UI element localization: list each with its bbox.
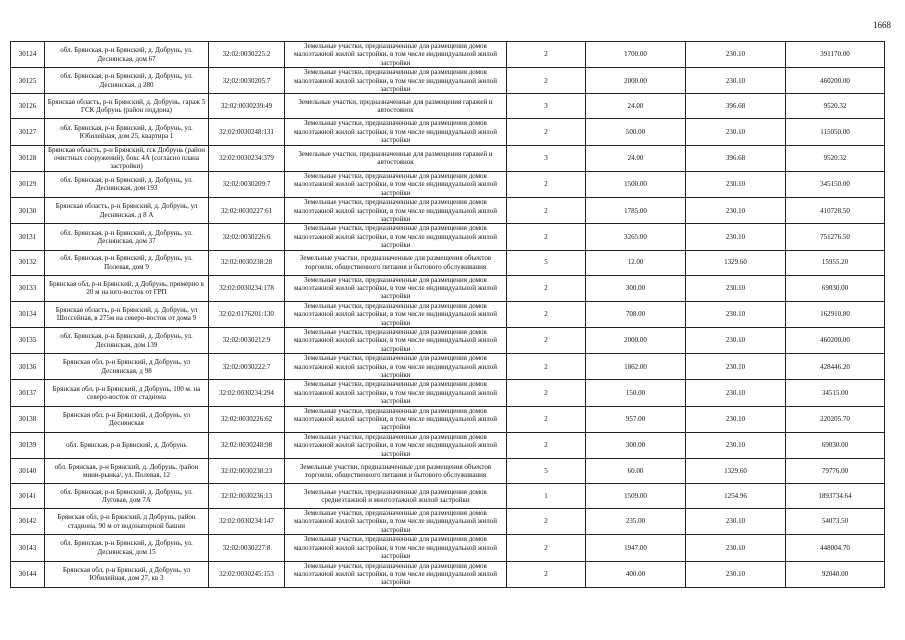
cell-cadastral-value: 69030.00 xyxy=(786,275,885,301)
cell-land-use-type: Земельные участки, предназначенные для размещения домов малоэтажной жилой застройки, в том числе индивидуальной жилой застройки xyxy=(285,224,507,250)
cell-cadastral-value: 391170.00 xyxy=(786,42,885,68)
cell-address: обл. Брянская, р-н Брянский, д. Добрунь, ул. Деснянская, дом 139 xyxy=(45,327,209,353)
cell-land-use-type: Земельные участки, предназначенные для размещения объектов торговли, общественного питания и бытового обслуживания xyxy=(285,250,507,275)
cell-address: обл. Брянская, р-н Брянский, д. Добрунь, ул. Деснянская, дом 193 xyxy=(45,171,209,197)
table-row xyxy=(11,459,885,484)
cell-group: 2 xyxy=(507,224,586,250)
cell-row-id: 30144 xyxy=(11,561,45,587)
cell-cadastral-number: 32:02:0030234:294 xyxy=(209,380,285,406)
cell-area: 60.00 xyxy=(586,459,686,484)
cell-cadastral-number: 32:02:0030226:62 xyxy=(209,406,285,432)
cell-address: Брянская обл, р-н Брянский, д Добрунь, примерно в 20 м на юго-восток от ГРП xyxy=(45,275,209,301)
cell-row-id: 30139 xyxy=(11,432,45,458)
cell-area: 957.00 xyxy=(586,406,686,432)
table-row xyxy=(11,275,885,301)
table-row xyxy=(11,301,885,327)
cell-rate: 230.10 xyxy=(686,432,786,458)
cell-rate: 230.10 xyxy=(686,561,786,587)
cell-address: Брянская область, р-н Брянский, д. Добрунь, ул Деснянская, д 8 А xyxy=(45,198,209,224)
cell-cadastral-number: 32:02:0030234:379 xyxy=(209,145,285,171)
cell-group: 5 xyxy=(507,250,586,275)
table-row xyxy=(11,250,885,275)
cell-land-use-type: Земельные участки, предназначенные для размещения домов малоэтажной жилой застройки, в том числе индивидуальной жилой застройки xyxy=(285,509,507,535)
cell-rate: 230.10 xyxy=(686,301,786,327)
cell-land-use-type: Земельные участки, предназначенные для размещения домов малоэтажной жилой застройки, в том числе индивидуальной жилой застройки xyxy=(285,561,507,587)
cell-rate: 230.10 xyxy=(686,119,786,145)
table-row xyxy=(11,380,885,406)
table-row xyxy=(11,94,885,119)
cell-rate: 230.10 xyxy=(686,171,786,197)
cell-row-id: 30125 xyxy=(11,68,45,94)
table-row xyxy=(11,327,885,353)
cell-address: обл. Брянская, р-н Брянский, д. Добрунь, ул. Деснянская, дом 15 xyxy=(45,535,209,561)
cell-cadastral-number: 32:02:0030238:23 xyxy=(209,459,285,484)
cell-area: 1500.00 xyxy=(586,171,686,197)
cell-area: 235.00 xyxy=(586,509,686,535)
cell-cadastral-value: 69030.00 xyxy=(786,432,885,458)
cell-rate: 230.10 xyxy=(686,406,786,432)
cell-row-id: 30136 xyxy=(11,354,45,380)
cell-land-use-type: Земельные участки, предназначенные для размещения домов малоэтажной жилой застройки, в том числе индивидуальной жилой застройки xyxy=(285,301,507,327)
cell-area: 708.00 xyxy=(586,301,686,327)
cell-area: 12.00 xyxy=(586,250,686,275)
cell-rate: 1254.96 xyxy=(686,484,786,509)
cell-group: 2 xyxy=(507,327,586,353)
cell-rate: 230.10 xyxy=(686,198,786,224)
cell-address: Брянская область, р-н Брянский, д. Добрунь, гараж 5 ГСК Добрунь (район поддона) xyxy=(45,94,209,119)
cell-address: Брянская обл, р-н Брянский, д Добрунь, ул Юбилейная, дом 27, кв 3 xyxy=(45,561,209,587)
cell-land-use-type: Земельные участки, предназначенные для размещения домов малоэтажной жилой застройки, в том числе индивидуальной жилой застройки xyxy=(285,119,507,145)
cell-cadastral-value: 15955.20 xyxy=(786,250,885,275)
cell-cadastral-number: 32:02:0030227:61 xyxy=(209,198,285,224)
cell-row-id: 30138 xyxy=(11,406,45,432)
cell-row-id: 30124 xyxy=(11,42,45,68)
cell-cadastral-number: 32:02:0030226:6 xyxy=(209,224,285,250)
cell-cadastral-value: 220205.70 xyxy=(786,406,885,432)
cell-address: Брянская обл, р-н Брянский, д Добрунь, ул Деснянская, д 98 xyxy=(45,354,209,380)
table-row xyxy=(11,432,885,458)
cell-cadastral-number: 32:02:0030212:9 xyxy=(209,327,285,353)
cell-cadastral-value: 751276.50 xyxy=(786,224,885,250)
table-row xyxy=(11,509,885,535)
cell-group: 2 xyxy=(507,509,586,535)
cell-rate: 230.10 xyxy=(686,224,786,250)
cell-address: обл. Брянская, р-н Брянский, д. Добрунь, ул. Юбилейная, дом 25, квартира 1 xyxy=(45,119,209,145)
cell-land-use-type: Земельные участки, предназначенные для размещения домов малоэтажной жилой застройки, в том числе индивидуальной жилой застройки xyxy=(285,171,507,197)
cell-address: обл. Брянская, р-н Брянский, д. Добрунь, ул. Луговая, дом 7А xyxy=(45,484,209,509)
cell-cadastral-number: 32:02:0030248:98 xyxy=(209,432,285,458)
cell-row-id: 30127 xyxy=(11,119,45,145)
cell-cadastral-number: 32:02:0030238:28 xyxy=(209,250,285,275)
cell-group: 2 xyxy=(507,42,586,68)
table-row xyxy=(11,119,885,145)
cell-group: 2 xyxy=(507,406,586,432)
cell-row-id: 30126 xyxy=(11,94,45,119)
cell-address: обл. Брянская, р-н Брянский, д. Добрунь, ул. Полевая, дом 9 xyxy=(45,250,209,275)
cell-area: 300.00 xyxy=(586,275,686,301)
cell-cadastral-value: 115050.00 xyxy=(786,119,885,145)
cell-cadastral-number: 32:02:0030239:49 xyxy=(209,94,285,119)
cell-area: 1509.00 xyxy=(586,484,686,509)
cell-address: обл. Брянская, р-н Брянский, д. Добрунь, /район мини-рынка/, ул. Полевая, 12 xyxy=(45,459,209,484)
table-row xyxy=(11,354,885,380)
table-row xyxy=(11,535,885,561)
cell-row-id: 30135 xyxy=(11,327,45,353)
cell-group: 2 xyxy=(507,171,586,197)
table-row xyxy=(11,145,885,171)
cell-land-use-type: Земельные участки, предназначенные для размещения домов малоэтажной жилой застройки, в том числе индивидуальной жилой застройки xyxy=(285,42,507,68)
cell-cadastral-value: 1893734.64 xyxy=(786,484,885,509)
table-row xyxy=(11,224,885,250)
cell-cadastral-number: 32:02:0030227:8 xyxy=(209,535,285,561)
cell-rate: 230.10 xyxy=(686,327,786,353)
cell-group: 3 xyxy=(507,94,586,119)
cell-rate: 1329.60 xyxy=(686,459,786,484)
cell-rate: 230.10 xyxy=(686,535,786,561)
cell-cadastral-number: 32:02:0030236:13 xyxy=(209,484,285,509)
cell-land-use-type: Земельные участки, предназначенные для размещения домов малоэтажной жилой застройки, в том числе индивидуальной жилой застройки xyxy=(285,535,507,561)
cell-land-use-type: Земельные участки, предназначенные для размещения объектов торговли, общественного питания и бытового обслуживания xyxy=(285,459,507,484)
cell-land-use-type: Земельные участки, предназначенные для размещения домов малоэтажной жилой застройки, в том числе индивидуальной жилой застройки xyxy=(285,380,507,406)
cell-row-id: 30134 xyxy=(11,301,45,327)
cell-area: 1785.00 xyxy=(586,198,686,224)
cell-cadastral-value: 410728.50 xyxy=(786,198,885,224)
cell-group: 3 xyxy=(507,145,586,171)
cell-area: 150.00 xyxy=(586,380,686,406)
cell-area: 24.00 xyxy=(586,94,686,119)
cell-row-id: 30129 xyxy=(11,171,45,197)
cell-row-id: 30128 xyxy=(11,145,45,171)
cell-land-use-type: Земельные участки, предназначенные для размещения домов малоэтажной жилой застройки, в том числе индивидуальной жилой застройки xyxy=(285,432,507,458)
table-row xyxy=(11,171,885,197)
registry-table-body xyxy=(11,42,885,588)
cell-row-id: 30130 xyxy=(11,198,45,224)
cell-group: 1 xyxy=(507,484,586,509)
table-row xyxy=(11,484,885,509)
cell-rate: 396.68 xyxy=(686,94,786,119)
cell-cadastral-value: 460200.00 xyxy=(786,68,885,94)
cell-rate: 230.10 xyxy=(686,68,786,94)
cell-rate: 230.10 xyxy=(686,42,786,68)
cell-group: 5 xyxy=(507,459,586,484)
cell-cadastral-number: 32:02:0030234:147 xyxy=(209,509,285,535)
cell-row-id: 30133 xyxy=(11,275,45,301)
cell-cadastral-value: 345150.00 xyxy=(786,171,885,197)
cell-cadastral-value: 34515.00 xyxy=(786,380,885,406)
cell-cadastral-number: 32:02:0030209:7 xyxy=(209,171,285,197)
cell-land-use-type: Земельные участки, предназначенные для размещения домов среднеэтажной и многоэтажной жилой застройки xyxy=(285,484,507,509)
cell-address: обл. Брянская, р-н Брянский, д. Добрунь, ул. Деснянская, дом 37 xyxy=(45,224,209,250)
cell-rate: 230.10 xyxy=(686,275,786,301)
cell-cadastral-value: 428446.20 xyxy=(786,354,885,380)
cell-cadastral-number: 32:02:0030225:2 xyxy=(209,42,285,68)
cell-area: 1862.00 xyxy=(586,354,686,380)
cell-area: 300.00 xyxy=(586,432,686,458)
table-row xyxy=(11,406,885,432)
cell-rate: 230.10 xyxy=(686,509,786,535)
cell-rate: 1329.60 xyxy=(686,250,786,275)
cell-cadastral-number: 32:02:0030245:153 xyxy=(209,561,285,587)
cell-cadastral-value: 162910.80 xyxy=(786,301,885,327)
cell-cadastral-value: 9520.32 xyxy=(786,145,885,171)
cell-cadastral-number: 32:02:0030234:178 xyxy=(209,275,285,301)
table-row xyxy=(11,68,885,94)
cell-cadastral-value: 79776.00 xyxy=(786,459,885,484)
cell-land-use-type: Земельные участки, предназначенные для размещения домов малоэтажной жилой застройки, в том числе индивидуальной жилой застройки xyxy=(285,68,507,94)
cell-row-id: 30143 xyxy=(11,535,45,561)
cell-address: Брянская обл, р-н Брянский, д Добрунь, ул Деснянская xyxy=(45,406,209,432)
cell-area: 2000.00 xyxy=(586,68,686,94)
cell-group: 2 xyxy=(507,432,586,458)
page-number: 1668 xyxy=(873,20,891,30)
registry-table xyxy=(10,41,885,588)
cell-cadastral-number: 32:02:0030222:7 xyxy=(209,354,285,380)
cell-group: 2 xyxy=(507,119,586,145)
table-row xyxy=(11,561,885,587)
table-row xyxy=(11,42,885,68)
cell-area: 1700.00 xyxy=(586,42,686,68)
cell-cadastral-number: 32:02:0176201:130 xyxy=(209,301,285,327)
cell-address: обл. Брянская, р-н Брянский, д. Добрунь, ул. Деснянская, дом 67 xyxy=(45,42,209,68)
cell-group: 2 xyxy=(507,275,586,301)
cell-area: 24.00 xyxy=(586,145,686,171)
cell-land-use-type: Земельные участки, предназначенные для размещения гаражей и автостоянок xyxy=(285,145,507,171)
cell-group: 2 xyxy=(507,380,586,406)
cell-cadastral-value: 9520.32 xyxy=(786,94,885,119)
cell-group: 2 xyxy=(507,301,586,327)
cell-row-id: 30140 xyxy=(11,459,45,484)
cell-address: обл. Брянская, р-н Брянский, д. Добрунь xyxy=(45,432,209,458)
cell-area: 400.00 xyxy=(586,561,686,587)
cell-row-id: 30131 xyxy=(11,224,45,250)
cell-land-use-type: Земельные участки, предназначенные для размещения гаражей и автостоянок xyxy=(285,94,507,119)
cell-cadastral-number: 32:02:0030205:7 xyxy=(209,68,285,94)
cell-group: 2 xyxy=(507,535,586,561)
cell-row-id: 30137 xyxy=(11,380,45,406)
cell-rate: 396.68 xyxy=(686,145,786,171)
cell-address: Брянская область, р-н Брянский, д. Добрунь, ул Шоссейная, в 275м на северо-восток от дома 9 xyxy=(45,301,209,327)
cell-group: 2 xyxy=(507,354,586,380)
cell-land-use-type: Земельные участки, предназначенные для размещения домов малоэтажной жилой застройки, в том числе индивидуальной жилой застройки xyxy=(285,198,507,224)
table-row xyxy=(11,198,885,224)
cell-address: Брянская обл, р-н Брянский, д Добрунь, 100 м. на северо-восток от стадиона xyxy=(45,380,209,406)
cell-row-id: 30132 xyxy=(11,250,45,275)
cell-land-use-type: Земельные участки, предназначенные для размещения домов малоэтажной жилой застройки, в том числе индивидуальной жилой застройки xyxy=(285,327,507,353)
cell-land-use-type: Земельные участки, предназначенные для размещения домов малоэтажной жилой застройки, в том числе индивидуальной жилой застройки xyxy=(285,406,507,432)
cell-group: 2 xyxy=(507,561,586,587)
cell-address: Брянская область, р-н Брянский, гск Добрунь (район очистных сооружений), бокс 4А (согласно плана застройки) xyxy=(45,145,209,171)
cell-cadastral-value: 460200.00 xyxy=(786,327,885,353)
cell-group: 2 xyxy=(507,198,586,224)
cell-land-use-type: Земельные участки, предназначенные для размещения домов малоэтажной жилой застройки, в том числе индивидуальной жилой застройки xyxy=(285,275,507,301)
cell-cadastral-value: 54073.50 xyxy=(786,509,885,535)
cell-row-id: 30141 xyxy=(11,484,45,509)
cell-row-id: 30142 xyxy=(11,509,45,535)
cell-address: обл. Брянская, р-н Брянский, д. Добрунь, ул. Деснянская, д 280 xyxy=(45,68,209,94)
cell-area: 3265.00 xyxy=(586,224,686,250)
cell-area: 2000.00 xyxy=(586,327,686,353)
cell-land-use-type: Земельные участки, предназначенные для размещения домов малоэтажной жилой застройки, в том числе индивидуальной жилой застройки xyxy=(285,354,507,380)
cell-cadastral-value: 448004.70 xyxy=(786,535,885,561)
cell-area: 500.00 xyxy=(586,119,686,145)
cell-group: 2 xyxy=(507,68,586,94)
cell-cadastral-value: 92040.00 xyxy=(786,561,885,587)
cell-rate: 230.10 xyxy=(686,354,786,380)
cell-cadastral-number: 32:02:0030248:131 xyxy=(209,119,285,145)
cell-address: Брянская обл, р-н Брянский, д Добрунь, район стадиона, 90 м от водонапорной башни xyxy=(45,509,209,535)
cell-rate: 230.10 xyxy=(686,380,786,406)
cell-area: 1947.00 xyxy=(586,535,686,561)
